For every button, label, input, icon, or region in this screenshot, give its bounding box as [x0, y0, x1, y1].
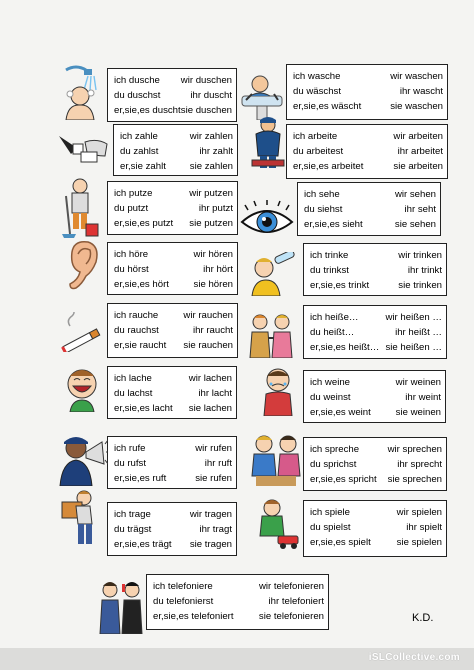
card-row [114, 308, 233, 323]
cell: wir arbeiten [393, 131, 443, 142]
cell: er,sie,es ruft [114, 473, 167, 484]
card-row [310, 442, 442, 457]
cell: wir trinken [398, 250, 442, 261]
cell: wir heißen … [385, 312, 442, 323]
cell: du hörst [114, 264, 149, 275]
card-row [310, 505, 442, 520]
cell: ich rufe [114, 443, 146, 454]
card-row [310, 457, 442, 472]
card-row [114, 471, 232, 486]
cell: du trinkst [310, 265, 349, 276]
card-sprechen [303, 437, 447, 491]
card-row [293, 84, 443, 99]
cell: wir weinen [395, 377, 441, 388]
cell: ihr putzt [198, 203, 233, 214]
card-row [310, 248, 442, 263]
cell: du telefonierst [153, 596, 214, 607]
card-row [310, 535, 442, 550]
cell: du siehst [304, 204, 343, 215]
cell: sie rufen [195, 473, 232, 484]
cell: wir zahlen [189, 131, 233, 142]
card-weinen [303, 370, 446, 423]
cell: du weinst [310, 392, 351, 403]
cell: sie tragen [189, 539, 232, 550]
cell: ihr seht [404, 204, 436, 215]
card-row [293, 69, 443, 84]
cell: wir sprechen [387, 444, 442, 455]
card-row [304, 202, 436, 217]
cell: du lachst [114, 388, 153, 399]
cell: ihr zahlt [199, 146, 233, 157]
cell: ich sehe [304, 189, 340, 200]
card-row [310, 390, 441, 405]
cell: du rufst [114, 458, 146, 469]
cell: sie trinken [398, 280, 442, 291]
card-waschen [286, 64, 448, 120]
card-row [114, 73, 232, 88]
card-row [153, 594, 324, 609]
cell: du heißt… [310, 327, 355, 338]
shower-icon [58, 64, 102, 120]
paying-icon [57, 126, 109, 170]
laughing-icon [62, 366, 102, 412]
card-rufen [107, 436, 237, 489]
card-zahlen [113, 124, 238, 176]
cell: sie heißen … [385, 342, 442, 353]
cell: er,sie raucht [114, 340, 167, 351]
watermark-bar [0, 648, 474, 670]
cell: du wäschst [293, 86, 341, 97]
cell: sie sprechen [387, 474, 442, 485]
eye-icon [240, 200, 294, 240]
ear-icon [64, 240, 100, 292]
cell: ich heiße… [310, 312, 359, 323]
cell: sie rauchen [183, 340, 233, 351]
cell: du zahlst [120, 146, 159, 157]
cell: ihr arbeitet [397, 146, 443, 157]
cell: sie duschen [180, 105, 232, 116]
cell: er,sie,es telefoniert [153, 611, 234, 622]
cell: ich putze [114, 188, 153, 199]
card-spielen [303, 500, 447, 557]
cell: ihr duscht [190, 90, 232, 101]
card-row [114, 441, 232, 456]
card-row [310, 375, 441, 390]
talking-icon [250, 432, 302, 488]
card-row [120, 129, 233, 144]
cell: sie weinen [395, 407, 441, 418]
cell: sie spielen [396, 537, 442, 548]
card-putzen [107, 181, 238, 235]
card-row [114, 507, 232, 522]
cell: sie waschen [390, 101, 443, 112]
card-row [293, 144, 443, 159]
cell: ihr weint [405, 392, 441, 403]
washing-icon [240, 70, 284, 120]
card-row [293, 159, 443, 174]
cell: ihr wascht [399, 86, 443, 97]
cell: wir putzen [189, 188, 233, 199]
card-row [310, 472, 442, 487]
cleaning-icon [62, 178, 102, 238]
cell: sie lachen [188, 403, 232, 414]
card-row [153, 579, 324, 594]
card-lachen [107, 366, 237, 419]
cell: wir lachen [188, 373, 232, 384]
cell: ihr telefoniert [268, 596, 324, 607]
watermark: iSLCollective.com [368, 652, 460, 663]
cell: er,sie,es spricht [310, 474, 377, 485]
card-row [114, 216, 233, 231]
card-tragen [107, 502, 237, 556]
card-row [114, 186, 233, 201]
card-row [310, 263, 442, 278]
cell: ihr hört [203, 264, 233, 275]
cell: du putzt [114, 203, 149, 214]
cell: ich arbeite [293, 131, 338, 142]
cell: wir sehen [394, 189, 436, 200]
author-initials: K.D. [412, 612, 434, 624]
cell: ihr sprecht [397, 459, 442, 470]
cell: sie telefonieren [258, 611, 324, 622]
cell: ihr ruft [204, 458, 232, 469]
cell: sie sehen [394, 219, 436, 230]
worker-icon [250, 116, 286, 170]
card-row [114, 371, 232, 386]
card-row [114, 386, 232, 401]
cell: ich spreche [310, 444, 360, 455]
card-row [114, 103, 232, 118]
card-hoeren [107, 242, 238, 295]
card-row [293, 129, 443, 144]
cell: ihr spielt [406, 522, 442, 533]
card-row [304, 217, 436, 232]
cell: ich spiele [310, 507, 350, 518]
card-duschen [107, 68, 237, 122]
greeting-icon [246, 312, 296, 358]
card-row [310, 340, 442, 355]
phone-call-icon [98, 578, 144, 634]
cell: sie hören [193, 279, 233, 290]
cell: wir duschen [180, 75, 232, 86]
cell: er,sie,es wäscht [293, 101, 362, 112]
cell: er,sie,es trägt [114, 539, 172, 550]
cell: ich telefoniere [153, 581, 213, 592]
cell: er,sie,es sieht [304, 219, 363, 230]
carrying-icon [58, 488, 102, 548]
card-row [114, 338, 233, 353]
card-arbeiten [286, 124, 448, 179]
cell: ich trinke [310, 250, 349, 261]
cell: ich wasche [293, 71, 341, 82]
cell: er,sie,es heißt… [310, 342, 380, 353]
cell: sie arbeiten [393, 161, 443, 172]
cell: ich zahle [120, 131, 158, 142]
card-trinken [303, 243, 447, 296]
card-telefonieren [146, 574, 329, 630]
cell: ich lache [114, 373, 152, 384]
card-row [153, 609, 324, 624]
card-row [310, 310, 442, 325]
cell: du duschst [114, 90, 161, 101]
card-row [304, 187, 436, 202]
cell: ihr trinkt [407, 265, 442, 276]
playing-icon [256, 496, 302, 550]
card-rauchen [107, 303, 238, 358]
card-row [114, 262, 233, 277]
card-row [114, 522, 232, 537]
cell: er,sie,es trinkt [310, 280, 370, 291]
cell: ich dusche [114, 75, 160, 86]
cell: sie zahlen [189, 161, 233, 172]
cell: wir waschen [390, 71, 443, 82]
cell: ich trage [114, 509, 151, 520]
cell: du sprichst [310, 459, 357, 470]
card-row [310, 325, 442, 340]
cell: er,sie,es spielt [310, 537, 371, 548]
card-row [310, 405, 441, 420]
cell: ihr lacht [198, 388, 232, 399]
cell: er,sie,es hört [114, 279, 169, 290]
cell: ihr heißt … [395, 327, 442, 338]
card-sehen [297, 182, 441, 236]
cell: wir spielen [396, 507, 442, 518]
cigarette-icon [60, 312, 104, 352]
card-heissen [303, 305, 447, 359]
card-row [114, 323, 233, 338]
card-row [120, 144, 233, 159]
cell: ich weine [310, 377, 350, 388]
cell: wir hören [193, 249, 233, 260]
cell: er,sie,es weint [310, 407, 371, 418]
card-row [114, 88, 232, 103]
cell: ihr raucht [193, 325, 233, 336]
card-row [114, 537, 232, 552]
drinking-icon [248, 252, 298, 296]
cell: wir tragen [189, 509, 232, 520]
cell: ich rauche [114, 310, 159, 321]
card-row [310, 278, 442, 293]
cell: er,sie,es duscht [114, 105, 181, 116]
cell: er,sie,es lacht [114, 403, 173, 414]
cell: er,sie,es putzt [114, 218, 174, 229]
cell: wir rauchen [183, 310, 233, 321]
cell: wir telefonieren [258, 581, 324, 592]
card-row [114, 247, 233, 262]
megaphone-icon [58, 430, 108, 486]
card-row [114, 201, 233, 216]
cell: du arbeitest [293, 146, 344, 157]
card-row [310, 520, 442, 535]
card-row [114, 401, 232, 416]
cell: er,sie zahlt [120, 161, 166, 172]
cell: er,sie,es arbeitet [293, 161, 364, 172]
cell: du rauchst [114, 325, 159, 336]
card-row [293, 99, 443, 114]
card-row [114, 277, 233, 292]
crying-icon [258, 366, 298, 416]
cell: du trägst [114, 524, 152, 535]
cell: ihr tragt [199, 524, 232, 535]
cell: wir rufen [195, 443, 232, 454]
cell: ich höre [114, 249, 149, 260]
cell: du spielst [310, 522, 351, 533]
card-row [114, 456, 232, 471]
cell: sie putzen [189, 218, 233, 229]
card-row [120, 159, 233, 174]
